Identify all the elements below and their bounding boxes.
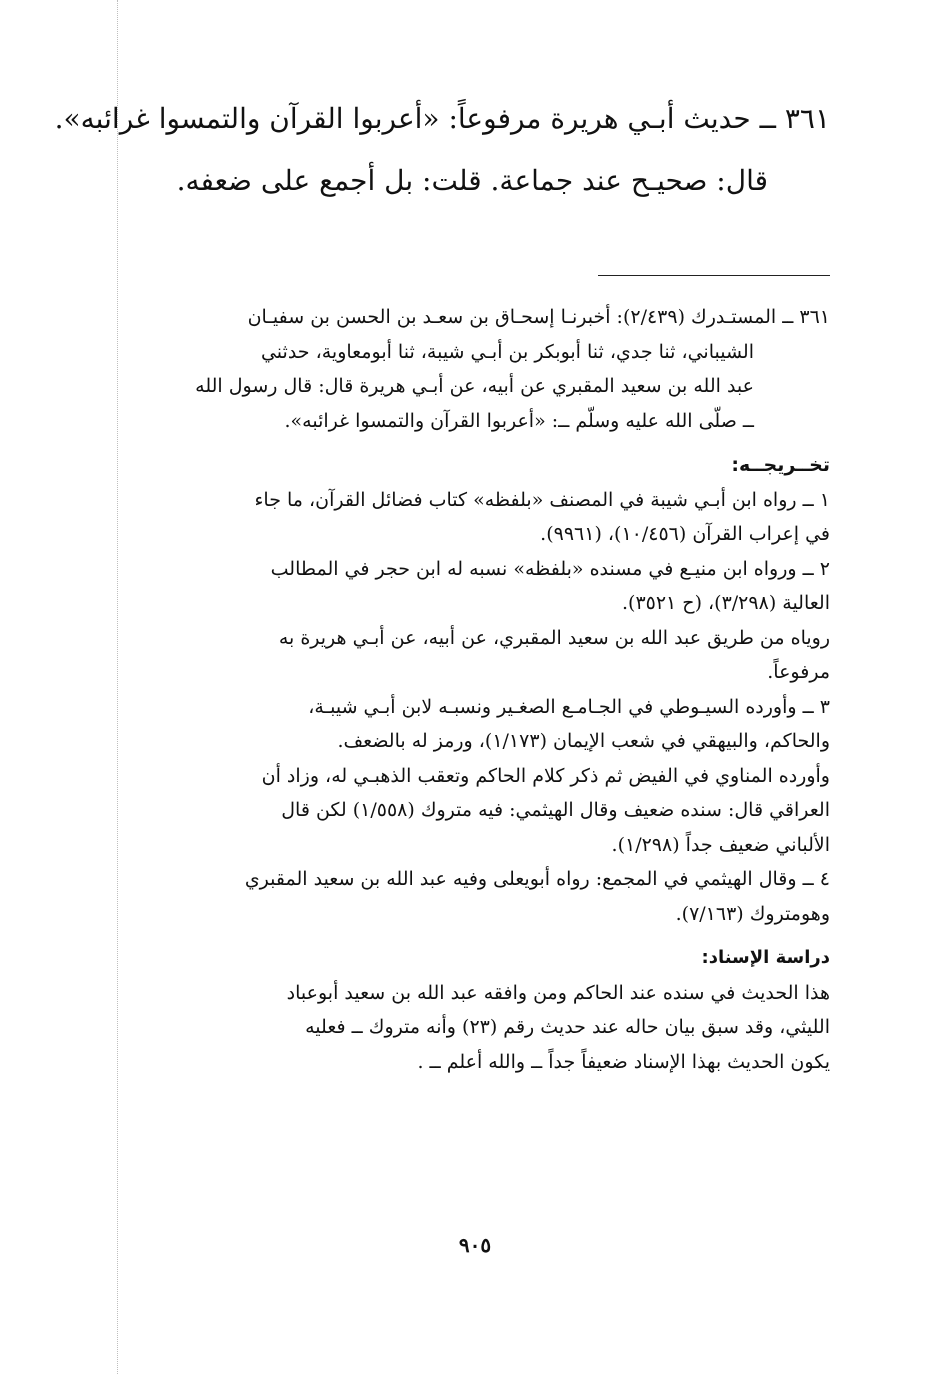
footnote-line: الشيباني، ثنا جدي، ثنا أبوبكر بن أبـي شيبة، ثنا أبومعاوية، حدثني <box>260 340 754 363</box>
takhrij-heading: تخــريجــه: <box>731 454 830 476</box>
takhrij-line: وأورده المناوي في الفيض ثم ذكر كلام الحاكم وتعقب الذهبـي له، وزاد أن <box>261 764 830 787</box>
footnote-line: ٣٦١ ــ المستـدرك (٢/٤٣٩): أخبرنـا إسحـاق بن سعـد بن الحسن بن سفيـان <box>247 306 830 328</box>
takhrij-line: في إعراب القرآن (١٠/٤٥٦)، (٩٩٦١). <box>540 523 830 545</box>
takhrij-line: والحاكم، والبيهقي في شعب الإيمان (١/١٧٣)، ورمز له بالضعف. <box>337 730 830 752</box>
main-text <box>54 88 830 212</box>
footnote-divider <box>598 275 830 276</box>
footnotes <box>118 300 830 1079</box>
takhrij-line: الألباني ضعيف جداً (١/٢٩٨). <box>611 833 830 856</box>
takhrij-line: ١ ــ رواه ابن أبـي شيبة في المصنف «بلفظه» كتاب فضائل القرآن، ما جاء <box>254 488 830 511</box>
isnad-line: هذا الحديث في سنده عند الحاكم ومن وافقه عبد الله بن سعيد أبوعباد <box>286 981 830 1004</box>
isnad-line: يكون الحديث بهذا الإسناد ضعيفاً جداً ــ والله أعلم ــ . <box>417 1050 830 1073</box>
isnad-heading: دراسة الإسناد: <box>701 947 830 968</box>
takhrij-line: ٤ ــ وقال الهيثمي في المجمع: رواه أبويعلى وفيه عبد الله بن سعيد المقبري <box>244 868 830 890</box>
takhrij-line: مرفوعاً. <box>767 661 830 683</box>
footnote-line: عبد الله بن سعيد المقبري عن أبيه، عن أبـي هريرة قال: قال رسول الله <box>195 375 754 397</box>
takhrij-line: وهومتروك (٧/١٦٣). <box>675 902 830 925</box>
takhrij-line: العراقي قال: سنده ضعيف وقال الهيثمي: فيه متروك (١/٥٥٨) لكن قال <box>281 799 830 821</box>
isnad-line: الليثي، وقد سبق بيان حاله عند حديث رقم (٢٣) وأنه متروك ــ فعليه <box>305 1016 830 1038</box>
main-text-line-1: ٣٦١ ــ حديث أبـي هريرة مرفوعاً: «أعربوا القرآن والتمسوا غرائبه». <box>54 102 830 135</box>
takhrij-line: ٢ ــ ورواه ابن منيـع في مسنده «بلفظه» نسبه له ابن حجر في المطالب <box>270 557 830 580</box>
takhrij-line: العالية (٣/٢٩٨)، (ح ٣٥٢١). <box>621 592 830 614</box>
main-text-line-2: قال: صحيـح عند جماعة. قلت: بل أجمع على ضعفه. <box>176 164 768 197</box>
footnote-line: ــ صلّى الله عليه وسلّم ــ: «أعربوا القرآن والتمسوا غرائبه». <box>284 409 754 432</box>
takhrij-line: ٣ ــ وأورده السيـوطي في الجـامـع الصغـير ونسبـه لابن أبـي شيبـة، <box>308 695 830 718</box>
takhrij-line: روياه من طريق عبد الله بن سعيد المقبري، عن أبيه، عن أبـي هريرة به <box>278 626 830 649</box>
page-number: ٩٠٥ <box>458 1233 492 1257</box>
